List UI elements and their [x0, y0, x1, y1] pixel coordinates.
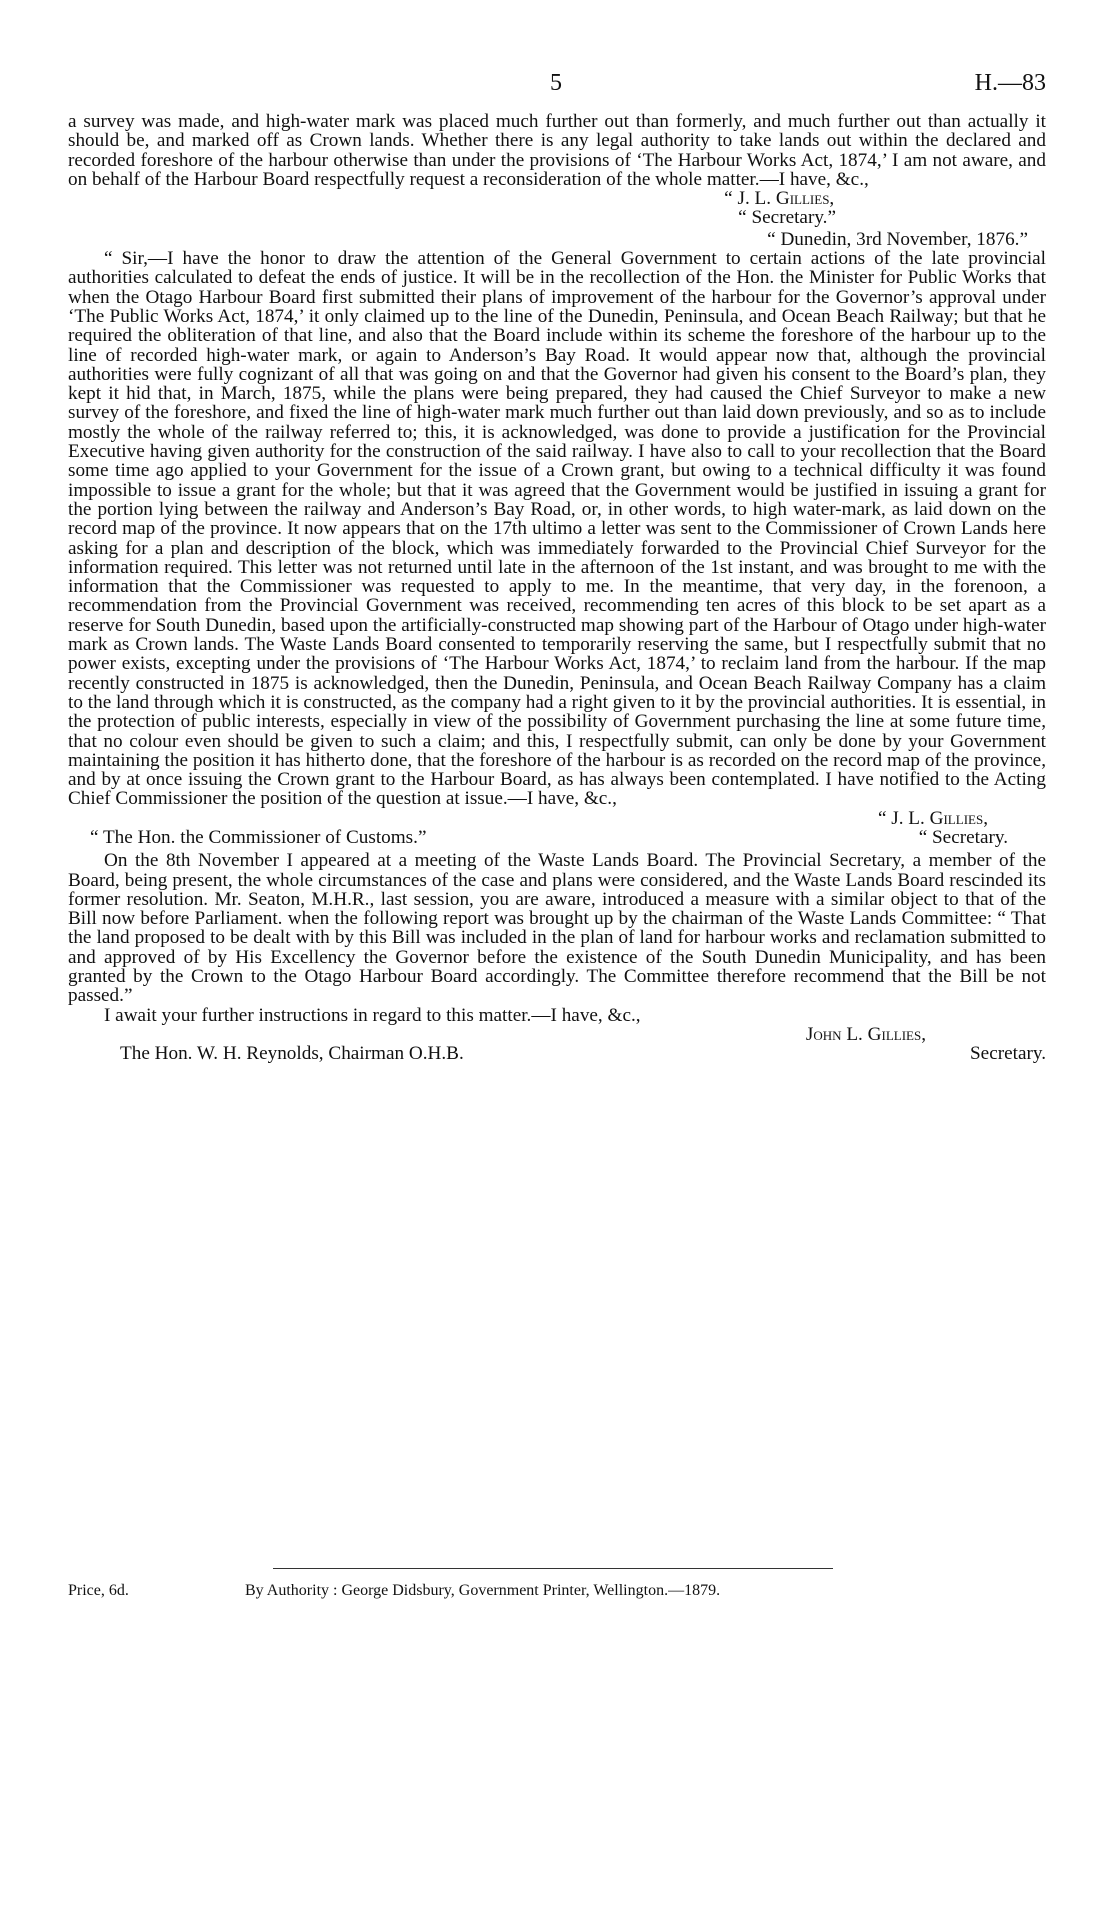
signature-block-1 — [68, 189, 1046, 228]
signature-block-2 — [68, 809, 1046, 828]
printer-imprint: By Authority : George Didsbury, Government Printer, Wellington.—1879. — [245, 1582, 721, 1599]
letter-dateline: “ Dunedin, 3rd November, 1876.” — [767, 228, 1028, 250]
document-code: H.—83 — [974, 70, 1046, 96]
addressee: “ The Hon. the Commissioner of Customs.” — [90, 826, 427, 848]
paragraph-waste-lands: On the 8th November I appeared at a meeting of the Waste Lands Board. The Provincial Secretary, a member of the Board, being present, the whole circumstances of the case and plans were considered, and the Waste Lands Board rescinded its former resolution. Mr. Seaton, M.H.R., last session, you are aware, introduced a measure with a similar object to that of the Bill now before Parliament. when the following report was brought up by the chairman of the Waste Lands Committee: “ That the land proposed to be dealt with by this Bill was included in the plan of land for harbour works and reclamation submitted to and approved of by His Excellency the Governor before the existence of the South Dunedin Municipality, and has been granted by the Crown to the Otago Harbour Board accordingly. The Committee therefore recommend that the Bill be not passed.” — [68, 850, 1046, 1007]
paragraph-survey: a survey was made, and high-water mark was placed much further out than formerly, and much further out than actually it should be, and marked off as Crown lands. Whether there is any legal authority to take lands out within the declared and recorded foreshore of the harbour otherwise than under the provisions of ‘The Harbour Works Act, 1874,’ I am not aware, and on behalf of the Harbour Board respectfully request a reconsideration of the whole matter.—I have, &c., — [68, 111, 1046, 190]
signatory-name: “ J. L. Gillies, — [877, 807, 988, 829]
addressee: The Hon. W. H. Reynolds, Chairman O.H.B. — [120, 1043, 464, 1065]
signature-block-2-row — [68, 828, 1046, 847]
footer-divider — [273, 1568, 833, 1569]
signature-block-3-row — [68, 1044, 1046, 1063]
signatory-title: Secretary. — [970, 1043, 1046, 1065]
page-number: 5 — [550, 70, 562, 96]
signatory-title: “ Secretary.” — [738, 207, 836, 229]
signatory-name: “ J. L. Gillies, — [724, 188, 835, 210]
signatory-title: “ Secretary. — [918, 826, 1008, 848]
letter-body: “ Sir,—I have the honor to draw the attention of the General Government to certain actions of the late provincial authorities calculated to defeat the ends of justice. It will be in the recollection of the Hon. the Minister for Public Works that when the Otago Harbour Board first submitted their plans of improvement of the harbour for the Governor’s approval under ‘The Public Works Act, 1874,’ it only claimed up to the line of the Dunedin, Peninsula, and Ocean Beach Railway; but that he required the obliteration of that line, and also that the Board include within its scheme the foreshore of the harbour up to the line of recorded high-water mark, or again to Anderson’s Bay Road. It would appear now that, although the provincial authorities were fully cognizant of all that was going on and that the Governor had given his consent to the Board’s plan, they kept it hid that, in March, 1875, while the plans were being prepared, they had caused the Chief Surveyor to make a new survey of the foreshore, and fixed the line of high-water mark much further out than laid down previously, and so as to include mostly the whole of the railway referred to; this, it is acknowledged, was done to provide a justification for the Provincial Executive having given authority for the construction of the said railway. I have also to call to your recollection that the Board some time ago applied to your Government for the issue of a Crown grant, but owing to a technical difficulty it was found impossible to issue a grant for the whole; but that it was agreed that the Government would be justified in issuing a grant for the portion lying between the railway and Anderson’s Bay Road, or, in other words, to high water-mark, as laid down on the record map of the province. It now appears that on the 17th ultimo a letter was sent to the Commissioner of Crown Lands here asking for a plan and description of the block, which was immediately forwarded to the Provincial Chief Surveyor for the information required. This letter was not returned until late in the afternoon of the 1st instant, and was brought to me with the information that the Commissioner was requested to apply to me. In the meantime, that very day, in the forenoon, a recommendation from the Provincial Government was received, recommending ten acres of this block to be set apart as a reserve for South Dunedin, based upon the artificially-constructed map showing part of the Harbour of Otago under high-water mark as Crown lands. The Waste Lands Board consented to temporarily reserving the same, but I respectfully submit that no power exists, excepting under the provisions of ‘The Harbour Works Act, 1874,’ to reclaim land from the harbour. If the map recently constructed in 1875 is acknowledged, then the Dunedin, Peninsula, and Ocean Beach Railway Company has a claim to the land through which it is constructed, as the company had a right given to it by the provincial authorities. It is essential, in the protection of public interests, especially in view of the possibility of Government purchasing the line at some future time, that no colour even should be given to such a claim; and this, I respectfully submit, can only be done by your Government maintaining the position it has hitherto done, that the foreshore of the harbour is as recorded on the record map of the province, and by at once issuing the Crown grant to the Harbour Board, as has always been contemplated. I have notified to the Acting Chief Commissioner the position of the question at issue.—I have, &c., — [68, 248, 1046, 810]
signature-block-3 — [68, 1025, 1046, 1044]
page-header — [68, 70, 1046, 112]
document-page — [68, 70, 1046, 1064]
price-label: Price, 6d. — [68, 1582, 129, 1599]
paragraph-await: I await your further instructions in regard to this matter.—I have, &c., — [104, 1004, 641, 1026]
signatory-name: John L. Gillies, — [805, 1023, 926, 1045]
